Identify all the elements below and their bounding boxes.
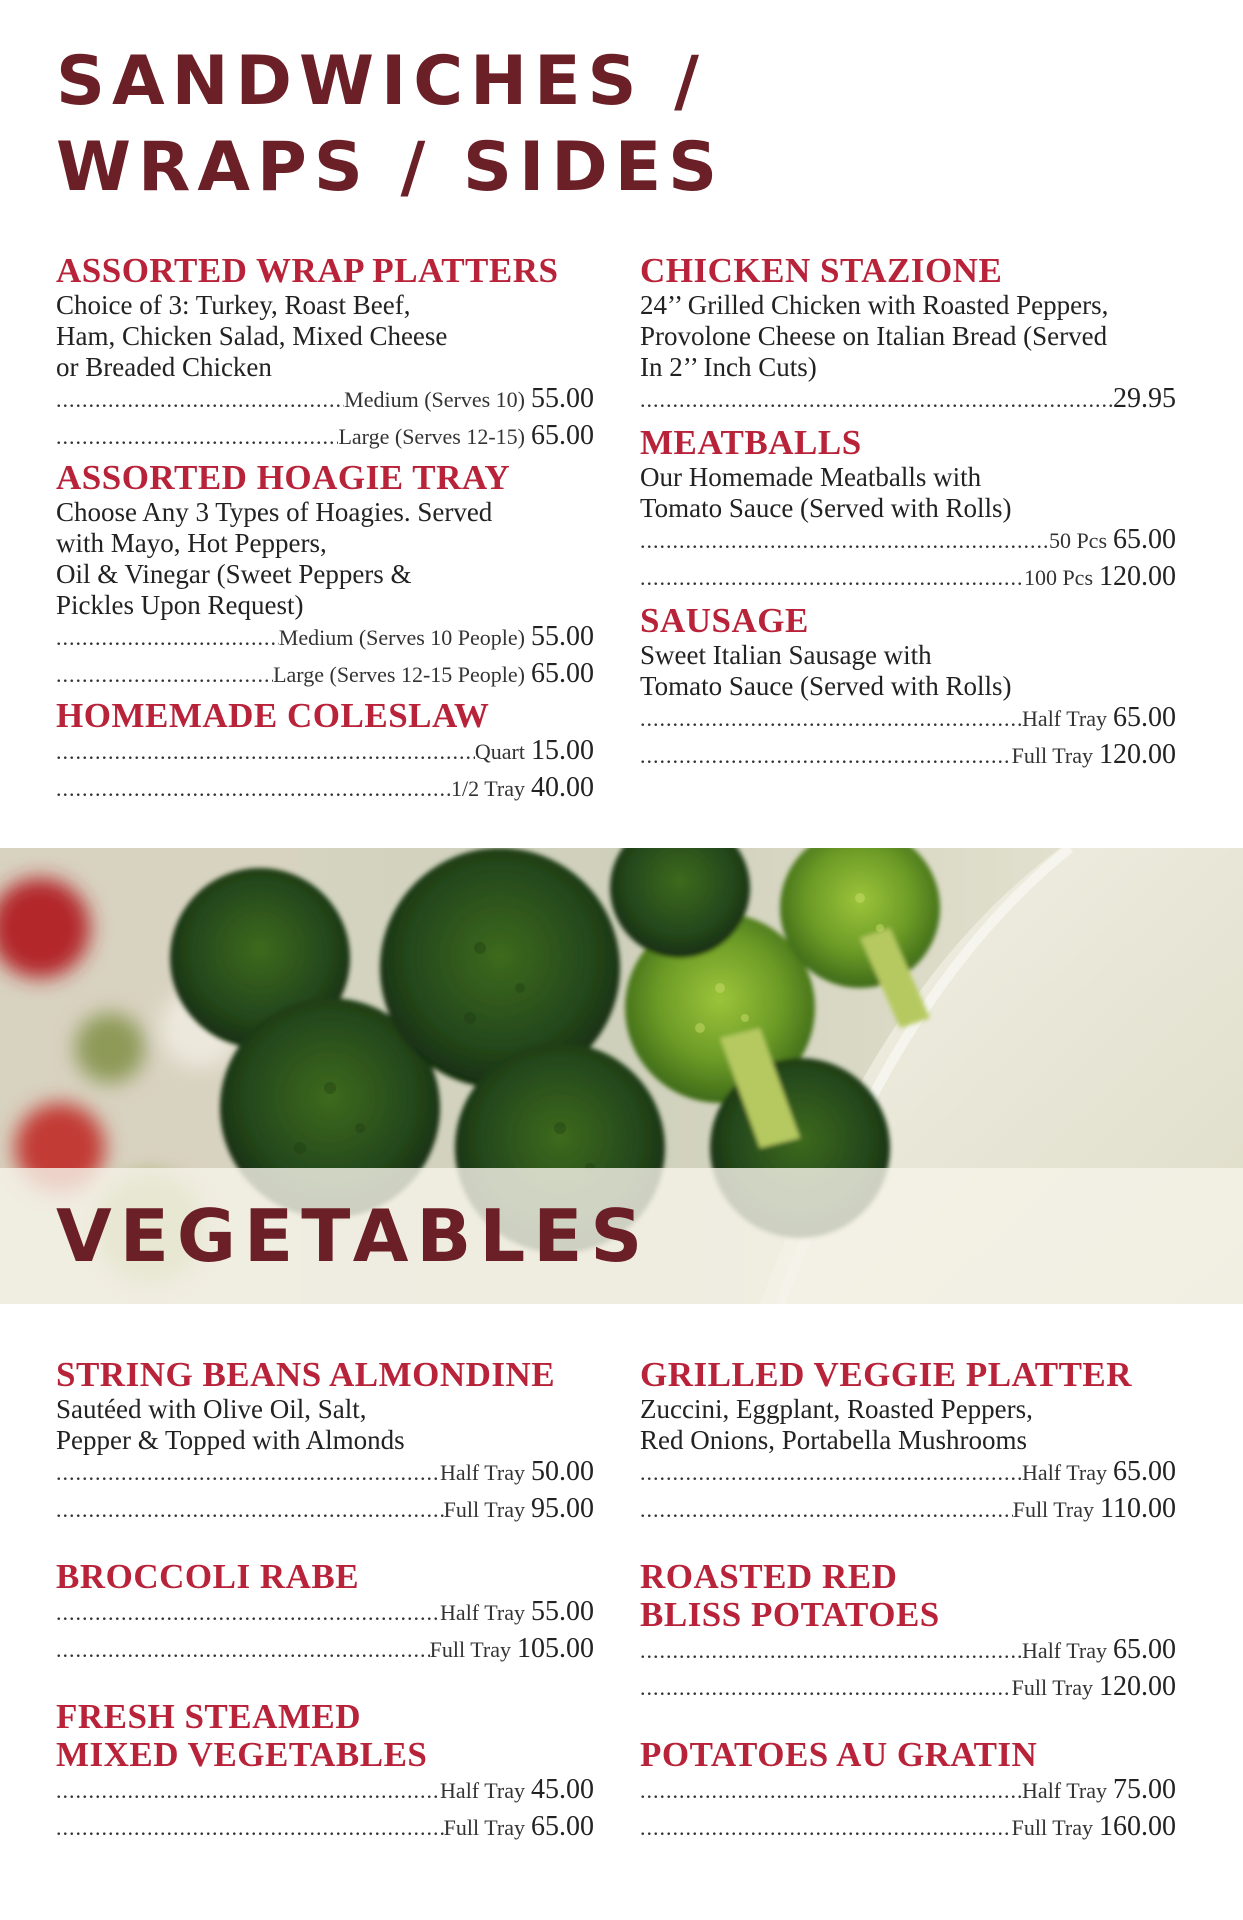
dot-leader — [56, 424, 338, 450]
portion-size: Half Tray — [1022, 1460, 1107, 1485]
portion-size: 100 Pcs — [1023, 565, 1093, 590]
dot-leader — [56, 1460, 440, 1486]
price-line — [640, 739, 1176, 776]
item-name — [56, 1698, 594, 1774]
item-name — [56, 697, 594, 735]
dot-leader — [56, 387, 344, 413]
item-name-line: FRESH STEAMED — [56, 1697, 362, 1736]
item-name — [56, 1356, 594, 1394]
item-description-line: Provolone Cheese on Italian Bread (Served — [640, 321, 1108, 351]
dot-leader — [640, 1675, 1012, 1701]
menu-item — [640, 1558, 1176, 1708]
item-name-line: MIXED VEGETABLES — [56, 1735, 428, 1774]
menu-item — [640, 252, 1176, 420]
dot-leader — [56, 662, 273, 688]
price: 15.00 — [531, 735, 594, 766]
price: 45.00 — [531, 1774, 594, 1805]
dot-leader — [56, 1497, 444, 1523]
price: 65.00 — [531, 658, 594, 689]
item-description-line: In 2’’ Inch Cuts) — [640, 352, 817, 382]
dot-leader — [640, 743, 1012, 769]
item-name — [640, 602, 1176, 640]
price: 105.00 — [517, 1633, 594, 1664]
portion-size: 1/2 Tray — [451, 776, 525, 801]
dot-leader — [640, 1778, 1022, 1804]
price: 75.00 — [1113, 1774, 1176, 1805]
price: 50.00 — [531, 1456, 594, 1487]
item-name — [56, 1558, 594, 1596]
price: 160.00 — [1099, 1811, 1176, 1842]
price: 65.00 — [531, 1811, 594, 1842]
price-line — [56, 735, 594, 772]
item-description — [640, 462, 1176, 524]
price: 95.00 — [531, 1493, 594, 1524]
price-line — [56, 1596, 594, 1633]
dot-leader — [56, 1637, 430, 1663]
menu-item — [56, 252, 594, 457]
item-description — [56, 497, 594, 621]
item-description — [640, 290, 1176, 383]
price: 110.00 — [1100, 1493, 1176, 1524]
menu-item — [56, 459, 594, 695]
menu-item — [640, 602, 1176, 776]
price-line — [56, 1633, 594, 1670]
item-description-line: Sweet Italian Sausage with — [640, 640, 932, 670]
dot-leader — [640, 1815, 1012, 1841]
item-name-line: ASSORTED HOAGIE TRAY — [56, 458, 511, 497]
dot-leader — [640, 1497, 1013, 1523]
price: 55.00 — [531, 621, 594, 652]
portion-size: Medium (Serves 10 People) — [278, 625, 525, 650]
item-description-line: Choose Any 3 Types of Hoagies. Served — [56, 497, 493, 527]
portion-size: Full Tray — [443, 1497, 525, 1522]
title-line: WRAPS / SIDES — [56, 128, 725, 207]
portion-size: Large (Serves 12-15) — [338, 424, 525, 449]
item-description-line: Ham, Chicken Salad, Mixed Cheese — [56, 321, 448, 351]
portion-size: Full Tray — [1012, 1497, 1095, 1522]
price-line — [56, 621, 594, 658]
item-description — [640, 640, 1176, 702]
item-description — [56, 1394, 594, 1456]
dot-leader — [56, 739, 475, 765]
portion-size: Full Tray — [443, 1815, 525, 1840]
price: 120.00 — [1099, 561, 1176, 592]
menu-item — [56, 1558, 594, 1670]
portion-size: Half Tray — [1022, 1778, 1107, 1803]
item-description-line: 24’’ Grilled Chicken with Roasted Peppers, — [640, 290, 1109, 320]
price: 65.00 — [1113, 702, 1176, 733]
dot-leader — [640, 565, 1024, 591]
item-description-line: Pickles Upon Request) — [56, 590, 304, 620]
price-line — [640, 1493, 1176, 1530]
dot-leader — [640, 528, 1049, 554]
item-name — [640, 252, 1176, 290]
portion-size: Medium (Serves 10) — [344, 387, 525, 412]
portion-size: Half Tray — [440, 1600, 525, 1625]
portion-size: Quart — [474, 739, 525, 764]
price-line — [640, 1811, 1176, 1848]
item-name — [640, 424, 1176, 462]
item-description-line: with Mayo, Hot Peppers, — [56, 528, 327, 558]
item-name-line: GRILLED VEGGIE PLATTER — [640, 1355, 1133, 1394]
price-line — [56, 1456, 594, 1493]
price-line — [56, 420, 594, 457]
price-line — [640, 524, 1176, 561]
item-description-line: Pepper & Topped with Almonds — [56, 1425, 405, 1455]
item-description-line: Oil & Vinegar (Sweet Peppers & — [56, 559, 412, 589]
price: 120.00 — [1099, 739, 1176, 770]
price: 65.00 — [1113, 524, 1176, 555]
price-line — [56, 658, 594, 695]
price-line — [640, 1456, 1176, 1493]
item-name — [640, 1558, 1176, 1634]
menu-item — [640, 1736, 1176, 1848]
section-title-vegetables: VEGETABLES — [56, 1194, 651, 1278]
price: 65.00 — [531, 420, 594, 451]
portion-size: Half Tray — [440, 1460, 525, 1485]
price-line — [56, 1811, 594, 1848]
price: 55.00 — [531, 1596, 594, 1627]
section-title-sandwiches — [56, 42, 725, 220]
price: 29.95 — [1113, 383, 1176, 414]
item-name-line: SAUSAGE — [640, 601, 809, 640]
item-name — [640, 1736, 1176, 1774]
portion-size: 50 Pcs — [1048, 528, 1107, 553]
menu-item — [640, 424, 1176, 598]
price-line — [640, 1671, 1176, 1708]
dot-leader — [640, 387, 1113, 413]
item-description-line: or Breaded Chicken — [56, 352, 272, 382]
menu-item — [56, 1356, 594, 1530]
item-name-line: ASSORTED WRAP PLATTERS — [56, 251, 559, 290]
title-line: SANDWICHES / — [56, 42, 707, 121]
item-name-line: HOMEMADE COLESLAW — [56, 696, 490, 735]
item-name-line: MEATBALLS — [640, 423, 862, 462]
vegetables-right-column — [640, 1356, 1176, 1876]
price-line — [640, 383, 1176, 420]
menu-item — [56, 1698, 594, 1848]
portion-size: Half Tray — [1022, 706, 1107, 731]
sandwiches-right-column — [640, 252, 1176, 780]
dot-leader — [56, 625, 279, 651]
price-line — [56, 383, 594, 420]
price: 120.00 — [1099, 1671, 1176, 1702]
price: 65.00 — [1113, 1634, 1176, 1665]
dot-leader — [56, 1815, 444, 1841]
menu-item — [56, 697, 594, 809]
portion-size: Half Tray — [1022, 1638, 1107, 1663]
price: 65.00 — [1113, 1456, 1176, 1487]
portion-size: Full Tray — [429, 1637, 511, 1662]
price-line — [640, 1634, 1176, 1671]
sandwiches-left-column — [56, 252, 594, 811]
item-description-line: Tomato Sauce (Served with Rolls) — [640, 671, 1012, 701]
price-line — [56, 1774, 594, 1811]
price-line — [640, 561, 1176, 598]
item-description-line: Tomato Sauce (Served with Rolls) — [640, 493, 1012, 523]
dot-leader — [56, 776, 451, 802]
dot-leader — [56, 1778, 440, 1804]
item-name-line: BLISS POTATOES — [640, 1595, 940, 1634]
portion-size: Large (Serves 12-15 People) — [273, 662, 525, 687]
item-name-line: STRING BEANS ALMONDINE — [56, 1355, 556, 1394]
price-line — [56, 1493, 594, 1530]
item-name-line: ROASTED RED — [640, 1557, 898, 1596]
item-name-line: POTATOES AU GRATIN — [640, 1735, 1038, 1774]
price-line — [640, 1774, 1176, 1811]
item-name — [640, 1356, 1176, 1394]
item-name-line: CHICKEN STAZIONE — [640, 251, 1003, 290]
portion-size: Full Tray — [1011, 1675, 1093, 1700]
item-name — [56, 252, 594, 290]
vegetables-left-column — [56, 1356, 594, 1876]
item-description — [56, 290, 594, 383]
dot-leader — [640, 706, 1022, 732]
item-description-line: Sautéed with Olive Oil, Salt, — [56, 1394, 367, 1424]
portion-size: Half Tray — [440, 1778, 525, 1803]
price-line — [640, 702, 1176, 739]
item-description-line: Red Onions, Portabella Mushrooms — [640, 1425, 1027, 1455]
menu-item — [640, 1356, 1176, 1530]
price-line — [56, 772, 594, 809]
item-description-line: Our Homemade Meatballs with — [640, 462, 982, 492]
price: 55.00 — [531, 383, 594, 414]
item-name — [56, 459, 594, 497]
portion-size: Full Tray — [1011, 1815, 1093, 1840]
dot-leader — [56, 1600, 440, 1626]
portion-size: Full Tray — [1011, 743, 1093, 768]
price: 40.00 — [531, 772, 594, 803]
item-description-line: Zuccini, Eggplant, Roasted Peppers, — [640, 1394, 1033, 1424]
item-description — [640, 1394, 1176, 1456]
item-description-line: Choice of 3: Turkey, Roast Beef, — [56, 290, 411, 320]
dot-leader — [640, 1460, 1022, 1486]
dot-leader — [640, 1638, 1022, 1664]
item-name-line: BROCCOLI RABE — [56, 1557, 360, 1596]
